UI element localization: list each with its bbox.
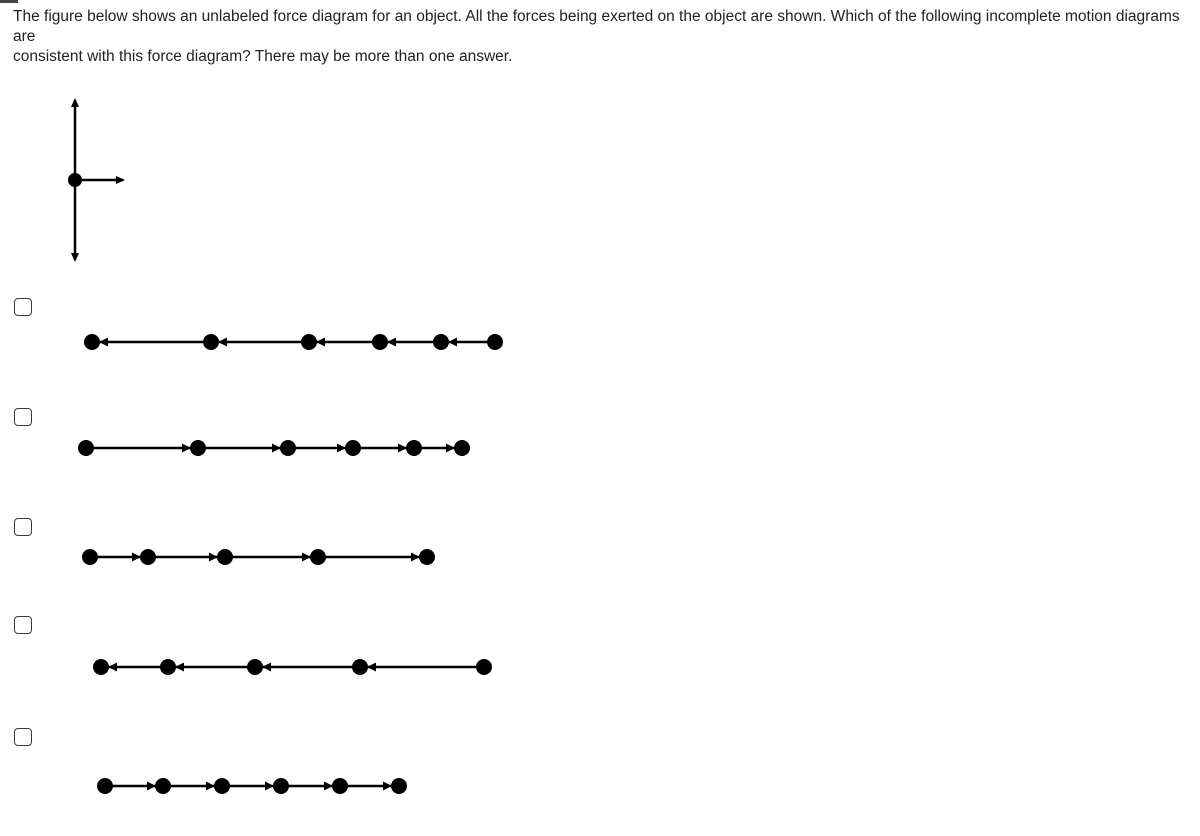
position-dot-6 <box>454 440 470 456</box>
velocity-arrowhead-3 <box>302 553 311 562</box>
velocity-arrowhead-5 <box>448 338 457 347</box>
choice-2[interactable] <box>0 408 600 468</box>
velocity-arrowhead-5 <box>383 782 392 791</box>
velocity-arrowhead-3 <box>265 782 274 791</box>
velocity-arrowhead-4 <box>387 338 396 347</box>
velocity-arrowhead-2 <box>209 553 218 562</box>
velocity-arrowhead-2 <box>175 663 184 672</box>
velocity-arrowhead-2 <box>218 338 227 347</box>
velocity-arrowhead-2 <box>272 444 281 453</box>
velocity-arrowhead-1 <box>108 663 117 672</box>
position-dot-5 <box>476 659 492 675</box>
position-dot-6 <box>391 778 407 794</box>
choice-2-motion-diagram <box>0 428 560 488</box>
position-dot-2 <box>203 334 219 350</box>
position-dot-2 <box>140 549 156 565</box>
position-dot-1 <box>84 334 100 350</box>
position-dot-5 <box>419 549 435 565</box>
force-diagram <box>0 0 200 280</box>
choice-2-checkbox[interactable] <box>14 408 32 426</box>
choice-4-motion-diagram <box>0 647 560 707</box>
choice-5-motion-diagram <box>0 766 560 826</box>
velocity-arrowhead-2 <box>206 782 215 791</box>
velocity-arrowhead-4 <box>367 663 376 672</box>
object-dot <box>68 173 82 187</box>
velocity-arrowhead-4 <box>398 444 407 453</box>
velocity-arrowhead-1 <box>147 782 156 791</box>
choice-1-checkbox[interactable] <box>14 298 32 316</box>
position-dot-3 <box>301 334 317 350</box>
force-right-arrowhead <box>116 176 125 184</box>
position-dot-5 <box>406 440 422 456</box>
position-dot-3 <box>214 778 230 794</box>
position-dot-3 <box>247 659 263 675</box>
choice-1[interactable] <box>0 298 600 358</box>
question-line-2: consistent with this force diagram? There may be more than one answer. <box>13 48 513 65</box>
position-dot-1 <box>78 440 94 456</box>
choice-5[interactable] <box>0 728 600 788</box>
choice-5-checkbox[interactable] <box>14 728 32 746</box>
force-down-arrowhead <box>71 253 79 262</box>
choice-1-motion-diagram <box>0 322 560 382</box>
choice-4-checkbox[interactable] <box>14 616 32 634</box>
position-dot-3 <box>217 549 233 565</box>
position-dot-6 <box>487 334 503 350</box>
choice-3[interactable] <box>0 518 600 578</box>
velocity-arrowhead-3 <box>337 444 346 453</box>
velocity-arrowhead-4 <box>411 553 420 562</box>
position-dot-5 <box>433 334 449 350</box>
velocity-arrowhead-1 <box>99 338 108 347</box>
velocity-arrowhead-1 <box>182 444 191 453</box>
position-dot-4 <box>273 778 289 794</box>
choice-3-checkbox[interactable] <box>14 518 32 536</box>
velocity-arrowhead-3 <box>316 338 325 347</box>
position-dot-1 <box>97 778 113 794</box>
question-line-1: The figure below shows an unlabeled force diagram for an object. All the forces being exerted on the object are shown. Which of the following incomplete motion diagrams are <box>13 8 1180 45</box>
velocity-arrowhead-3 <box>262 663 271 672</box>
velocity-arrowhead-4 <box>324 782 333 791</box>
velocity-arrowhead-1 <box>132 553 141 562</box>
position-dot-1 <box>82 549 98 565</box>
position-dot-4 <box>345 440 361 456</box>
choice-3-motion-diagram <box>0 537 560 597</box>
position-dot-4 <box>310 549 326 565</box>
velocity-arrowhead-5 <box>446 444 455 453</box>
position-dot-5 <box>332 778 348 794</box>
position-dot-2 <box>190 440 206 456</box>
position-dot-4 <box>352 659 368 675</box>
position-dot-1 <box>93 659 109 675</box>
choice-4[interactable] <box>0 616 600 676</box>
force-up-arrowhead <box>71 98 79 107</box>
position-dot-2 <box>155 778 171 794</box>
position-dot-2 <box>160 659 176 675</box>
position-dot-4 <box>372 334 388 350</box>
position-dot-3 <box>280 440 296 456</box>
